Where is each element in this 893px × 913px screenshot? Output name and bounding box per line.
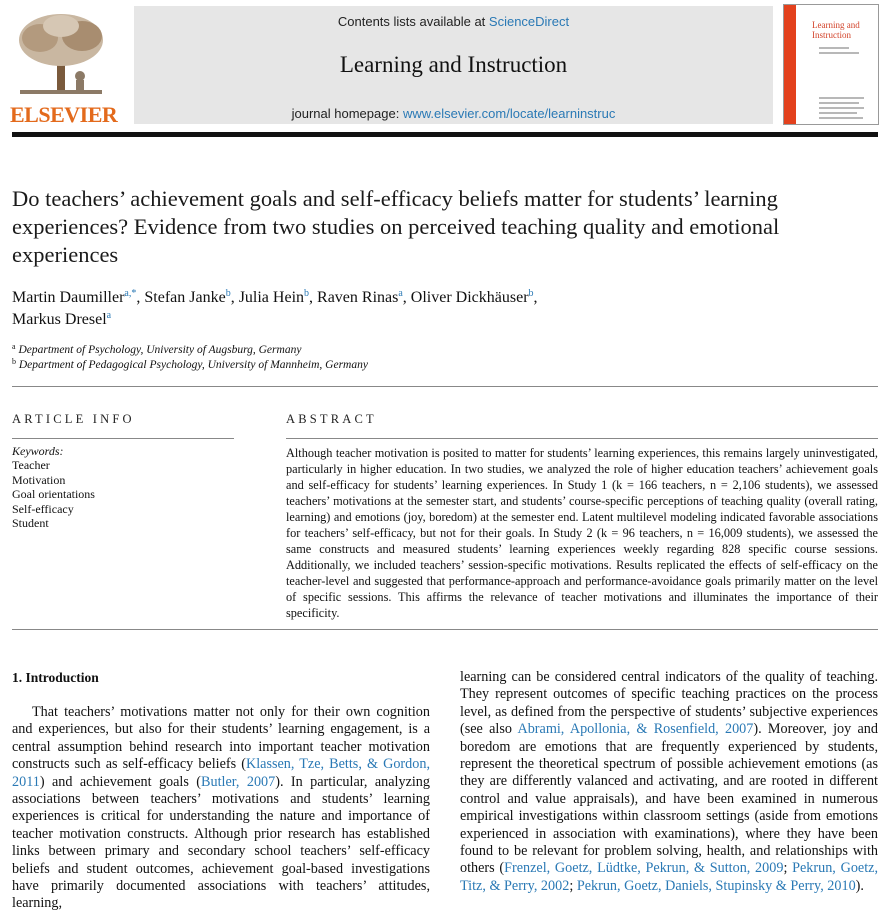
body-text: That teachers’ motivations matter not only for their own cognition and experiences, but also for their students’ learning engagement, is a central assumption behind research into important teacher motivation constructs such as self-efficacy beliefs ( [12, 704, 430, 773]
tree-scholar-icon [10, 10, 112, 102]
section-heading-introduction: 1. Introduction [12, 670, 99, 685]
author[interactable] [411, 289, 534, 306]
affiliation [12, 358, 612, 373]
author-name: Julia Hein [238, 289, 305, 306]
author[interactable] [317, 289, 403, 306]
cover-text-line [819, 97, 864, 99]
citation-link[interactable]: Klassen, Tze, Betts, & Gordon, 2011 [12, 756, 430, 790]
keywords-label: Keywords: [12, 444, 64, 458]
affiliations [12, 343, 612, 373]
keyword: Teacher [12, 458, 50, 473]
abstract-heading: ABSTRACT [286, 412, 377, 426]
author-affil-sup[interactable]: a [106, 310, 112, 321]
author[interactable] [144, 289, 230, 306]
keyword: Goal orientations [12, 487, 95, 502]
author-affil-sup[interactable]: b [225, 288, 231, 299]
sciencedirect-link[interactable]: ScienceDirect [488, 14, 570, 29]
divider [12, 386, 878, 387]
affiliation-sup: b [12, 357, 16, 366]
author-separator: , [230, 289, 239, 306]
author-name: Martin Daumiller [12, 289, 125, 306]
cover-title: Learning and Instruction [812, 20, 860, 40]
citation-link[interactable]: Pekrun, Goetz, Titz, & Perry, 2002 [460, 860, 878, 894]
article-title: Do teachers’ achievement goals and self-efficacy beliefs matter for students’ learning experiences? Evidence from two studies on perceived teaching quality and emotional experiences [12, 186, 780, 267]
body-column-right [460, 669, 878, 895]
affiliation-text: Department of Psychology, University of Augsburg, Germany [18, 344, 302, 356]
divider [12, 438, 234, 439]
cover-text-line [819, 102, 859, 104]
body-text: ). [855, 877, 864, 894]
citation-link[interactable]: Frenzel, Goetz, Lüdtke, Pekrun, & Sutton, 2009 [504, 860, 784, 877]
keyword: Self-efficacy [12, 501, 74, 516]
author-separator: , [402, 289, 411, 306]
author-separator: , [309, 289, 318, 306]
journal-cover-thumbnail[interactable] [783, 4, 879, 125]
body-column-left [12, 704, 430, 913]
keywords-list [12, 444, 95, 530]
author[interactable] [12, 311, 111, 328]
author-affil-sup[interactable]: b [528, 288, 534, 299]
author-separator: , [136, 289, 145, 306]
citation-link[interactable]: Pekrun, Goetz, Daniels, Stupinsky & Perry, 2010 [576, 877, 856, 894]
keyword: Motivation [12, 472, 66, 487]
body-text: ; [783, 860, 793, 877]
author-name: Markus Dresel [12, 311, 107, 328]
article-info-heading: ARTICLE INFO [12, 412, 135, 426]
author[interactable] [12, 289, 136, 306]
body-text: ; [569, 877, 577, 894]
author-separator: , [533, 289, 538, 306]
elsevier-logo[interactable] [10, 10, 118, 127]
cover-text-line [819, 47, 849, 49]
author-affil-sup[interactable]: a,* [124, 288, 137, 299]
homepage-prefix: journal homepage: [291, 106, 403, 121]
homepage-line [134, 106, 773, 121]
author-list [12, 287, 872, 331]
journal-title: Learning and Instruction [339, 52, 568, 77]
journal-masthead [134, 6, 773, 124]
body-text: ). Moreover, joy and boredom are emotions that are frequently experienced by students, represent the theoretical spectrum of possible achievement emotions (as they are differently valanced and activating, and are rooted in different control and value appraisals), and have been examined in numerous empirical investigations within classroom settings (aside from emotions experienced in association with examinations), where they have been found to be relevant for problem solving, health, and relationships with others ( [460, 721, 878, 877]
cover-text-line [819, 117, 863, 119]
author-affil-sup[interactable]: b [304, 288, 310, 299]
contents-line [134, 14, 773, 29]
citation-link[interactable]: Abrami, Apollonia, & Rosenfield, 2007 [517, 721, 754, 738]
body-text: ). In particular, analyzing associations between teachers’ motivations and students’ learning experiences is critical for understanding the nature and importance of teacher motivation constructs. Although prior research has established links between primary and secondary school teachers’ self-efficacy beliefs and student outcomes, achievement goal-based investigations have primarily documented associations with teachers’ attitudes, learning, [12, 773, 430, 912]
body-text: learning can be considered central indicators of the quality of teaching. They represent outcomes of specific teaching practices on the process level, as defined from the perspective of students’ subjective experiences (see also [460, 669, 878, 738]
journal-homepage-link[interactable]: www.elsevier.com/locate/learninstruc [402, 106, 616, 121]
cover-red-strip [784, 5, 796, 124]
affiliation-text: Department of Pedagogical Psychology, University of Mannheim, Germany [18, 359, 368, 371]
contents-prefix: Contents lists available at [337, 14, 489, 29]
author-affil-sup[interactable]: a [398, 288, 403, 299]
cover-text-line [819, 112, 857, 114]
author-name: Stefan Janke [144, 289, 226, 306]
cover-text-line [819, 52, 859, 54]
abstract-text: Although teacher motivation is posited to matter for students’ learning experiences, this remains largely uninvestigated, particularly in higher education. In two studies, we analyzed the role of higher education teachers’ achievement goals and self-efficacy for students’ learning experiences. In Study 1 (k = 166 teachers, n = 2,106 students), we assessed teachers’ motivations at the semester start, and students’ course-specific perceptions of teaching quality (overall rating, learning) and emotions (joy, boredom) at the semester end. Latent multilevel modeling indicated favorable associations for teachers’ self-efficacy, but not for their goals. In Study 2 (k = 96 teachers, n = 16,009 students), we assessed the same constructs and measured students’ learning experiences weekly regarding 828 specific course sessions. Additionally, we included teachers’ session-specific motivations. Results replicated the effects of self-efficacy on the teacher-level and suggested that performance-approach and performance-avoidance goals primarily matter on the level of specific sessions. This affirms the relevance of teacher motivations and illuminates the importance of their specificity. [286, 446, 878, 620]
body-text: ) and achievement goals ( [39, 773, 202, 790]
publisher-name: ELSEVIER [10, 102, 118, 127]
keyword: Student [12, 516, 49, 531]
cover-text-line [819, 107, 864, 109]
divider [286, 438, 878, 439]
author-name: Raven Rinas [317, 289, 399, 306]
header-rule [12, 132, 878, 137]
affiliation-sup: a [12, 342, 16, 351]
citation-link[interactable]: Butler, 2007 [201, 773, 276, 790]
author[interactable] [239, 289, 309, 306]
divider [12, 629, 878, 630]
author-name: Oliver Dickhäuser [410, 289, 529, 306]
affiliation [12, 343, 612, 358]
